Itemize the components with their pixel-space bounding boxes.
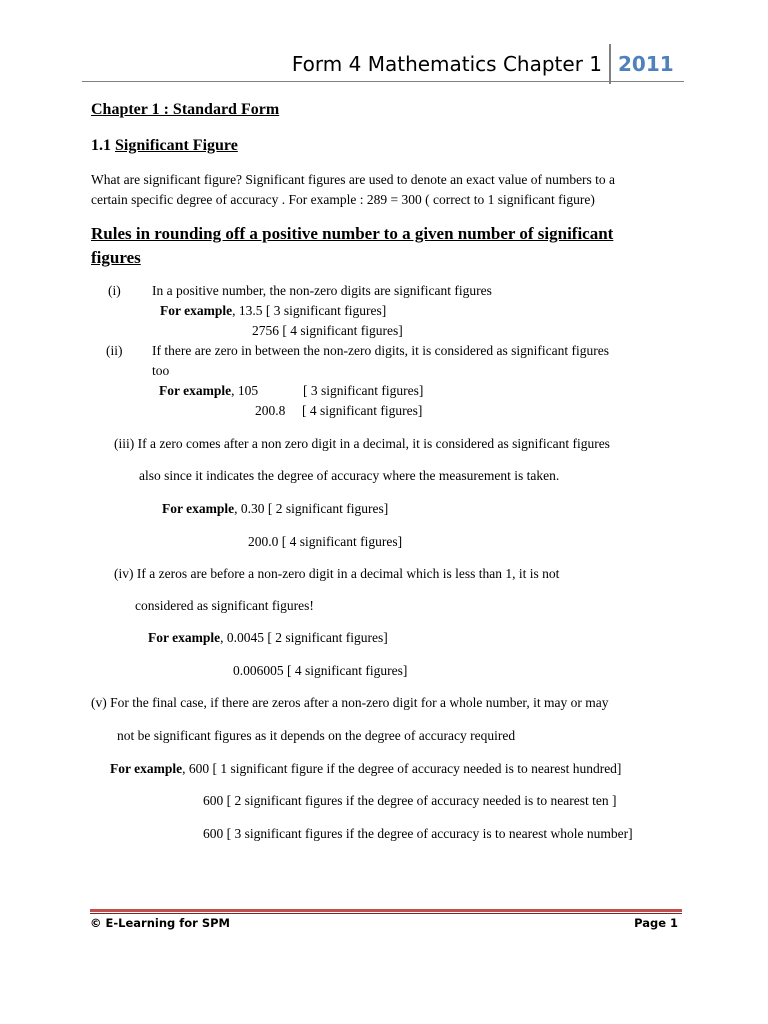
intro-line-1: What are significant figure? Significant figures are used to denote an exact value of numbers to a	[91, 172, 616, 187]
rule-3-example-1-value: , 0.30 [ 2 significant figures]	[234, 501, 389, 516]
rule-1-example-1	[160, 302, 386, 320]
footer-page-number: Page 1	[634, 916, 678, 930]
rule-3-text-1: (iii) If a zero comes after a non zero digit in a decimal, it is considered as significant figures	[114, 436, 610, 451]
rule-5-text-2: not be significant figures as it depends on the degree of accuracy required	[117, 728, 516, 743]
example-label: For example	[159, 383, 232, 398]
rule-5-example-2: 600 [ 2 significant figures if the degree of accuracy needed is to nearest ten ]	[203, 793, 617, 808]
rule-1-number: (i)	[108, 283, 121, 298]
header-divider	[609, 44, 611, 84]
rules-heading-line-2: figures	[91, 248, 141, 267]
header-rule	[82, 81, 684, 82]
rule-3-example-2: 200.0 [ 4 significant figures]	[248, 534, 403, 549]
rule-4-text-1: (iv) If a zeros are before a non-zero digit in a decimal which is less than 1, it is not	[114, 566, 560, 581]
rule-5-example-3: 600 [ 3 significant figures if the degree of accuracy is to nearest whole number]	[203, 826, 633, 841]
rule-2-number: (ii)	[106, 343, 123, 358]
rule-3-text-2: also since it indicates the degree of accuracy where the measurement is taken.	[139, 468, 560, 483]
example-label: For example	[162, 501, 235, 516]
example-label: For example	[148, 630, 221, 645]
rule-1-example-2: 2756 [ 4 significant figures]	[252, 323, 403, 338]
rule-5-example-1	[110, 760, 621, 778]
example-label: For example	[110, 761, 183, 776]
footer-rule	[90, 909, 682, 912]
rule-2-example-1-value: , 105	[231, 383, 259, 398]
section-number: 1.1	[91, 137, 111, 154]
rule-4-example-1-value: , 0.0045 [ 2 significant figures]	[220, 630, 388, 645]
rule-4-example-2: 0.006005 [ 4 significant figures]	[233, 663, 408, 678]
rule-2-example-2-note: [ 4 significant figures]	[302, 403, 423, 418]
section-title: Significant Figure	[115, 137, 238, 154]
rule-2-example-2-value: 200.8	[255, 403, 286, 418]
intro-line-2: certain specific degree of accuracy . For example : 289 = 300 ( correct to 1 significant figure)	[91, 192, 595, 207]
rule-3-example-1	[162, 500, 388, 518]
footer-rule-thin	[90, 913, 682, 914]
rule-1-text: In a positive number, the non-zero digits are significant figures	[152, 283, 492, 298]
rule-2-text-2: too	[152, 363, 170, 378]
rule-4-text-2: considered as significant figures!	[135, 598, 314, 613]
rule-2-example-1-note: [ 3 significant figures]	[303, 383, 424, 398]
chapter-title: Chapter 1 : Standard Form	[91, 101, 280, 118]
header-year: 2011	[618, 52, 674, 76]
rule-2-example-1	[159, 382, 258, 400]
rule-4-example-1	[148, 629, 388, 647]
rule-2-text-1: If there are zero in between the non-zero digits, it is considered as significant figures	[152, 343, 609, 358]
rule-5-text-1: (v) For the final case, if there are zeros after a non-zero digit for a whole number, it may or may	[91, 695, 609, 710]
footer-copyright: © E-Learning for SPM	[90, 916, 230, 930]
header-title: Form 4 Mathematics Chapter 1	[291, 52, 602, 76]
rule-5-example-1-value: , 600 [ 1 significant figure if the degree of accuracy needed is to nearest hundred]	[182, 761, 622, 776]
section-heading	[91, 135, 238, 157]
rules-heading-line-1: Rules in rounding off a positive number to a given number of significant	[91, 224, 614, 243]
example-label: For example	[160, 303, 233, 318]
rule-1-example-1-value: , 13.5 [ 3 significant figures]	[232, 303, 387, 318]
